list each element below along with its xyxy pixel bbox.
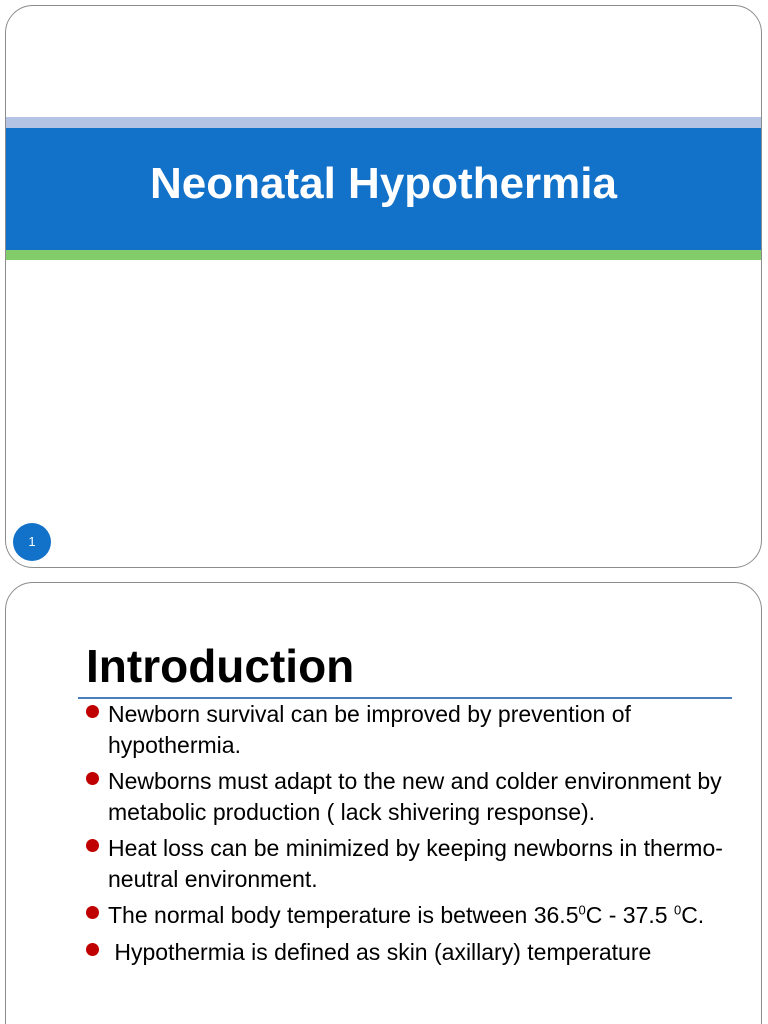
slide-number-badge: 1: [13, 523, 51, 561]
bullet-dot-icon: [86, 839, 99, 852]
bullet-list: [84, 699, 724, 973]
degree-superscript: 0: [673, 902, 682, 918]
bullet-dot-icon: [86, 943, 99, 956]
list-item: [84, 833, 724, 894]
list-item: [84, 766, 724, 827]
title-band-top-stripe: [6, 117, 761, 128]
bullet-text-part: C.: [681, 902, 705, 928]
bullet-text: Newborns must adapt to the new and colder environment by metabolic production ( lack shivering response).: [108, 768, 722, 825]
bullet-text: Newborn survival can be improved by prevention of hypothermia.: [108, 701, 631, 758]
slide-2: [5, 582, 762, 1024]
list-item: [84, 900, 724, 931]
slide-1: [5, 5, 762, 568]
bullet-dot-icon: [86, 772, 99, 785]
bullet-dot-icon: [86, 705, 99, 718]
list-item: [84, 937, 724, 968]
bullet-text: Hypothermia is defined as skin (axillary) temperature: [108, 938, 652, 965]
list-item: [84, 699, 724, 760]
bullet-text: Heat loss can be minimized by keeping newborns in thermo-neutral environment.: [108, 835, 723, 892]
title-band-bottom-stripe: [6, 250, 761, 260]
bullet-text-part: C - 37.5: [585, 902, 674, 928]
bullet-text-part: The normal body temperature is between 36.5: [108, 902, 579, 928]
slide-title: Neonatal Hypothermia: [150, 159, 617, 208]
degree-superscript: 0: [578, 902, 586, 918]
bullet-dot-icon: [86, 906, 99, 919]
slide-heading: Introduction: [86, 640, 355, 692]
